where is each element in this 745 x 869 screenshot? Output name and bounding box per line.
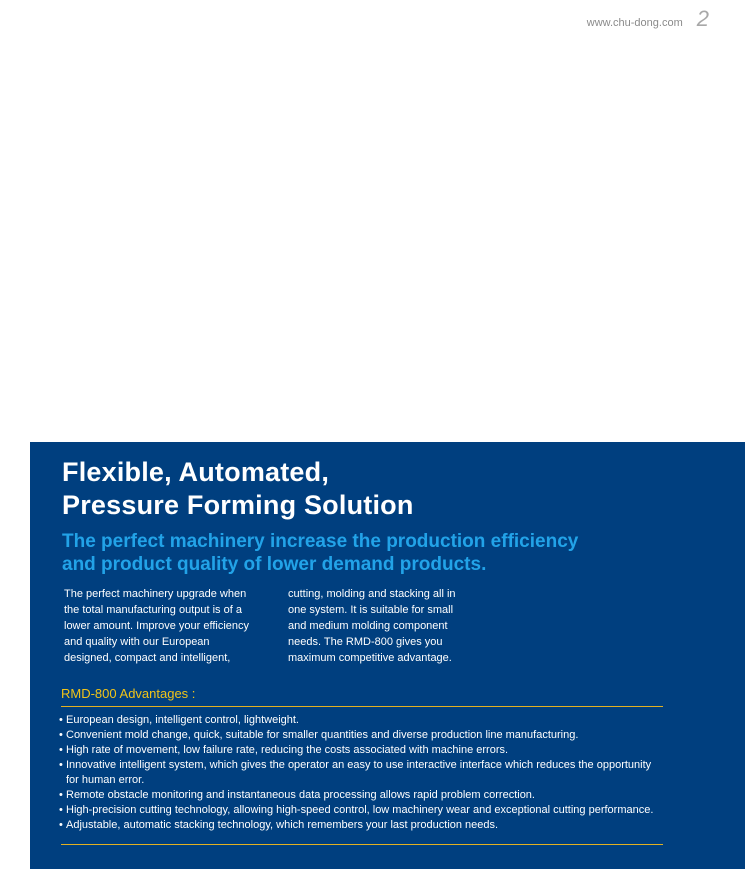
body-line: The perfect machinery upgrade when [64, 588, 247, 600]
body-line: designed, compact and intelligent, [64, 652, 231, 664]
list-item-text: Adjustable, automatic stacking technology, which remembers your last production needs. [66, 819, 499, 831]
bullet-icon: • [59, 744, 63, 756]
intro-text-right-column [288, 586, 456, 666]
bullet-icon: • [59, 759, 63, 771]
bullet-icon: • [59, 804, 63, 816]
list-item [59, 803, 671, 818]
list-item [59, 818, 671, 833]
body-line: one system. It is suitable for small [288, 604, 454, 616]
list-item [59, 743, 671, 758]
headline [62, 456, 414, 522]
page-header [587, 8, 709, 30]
list-item [59, 713, 671, 728]
headline-line: Pressure Forming Solution [62, 490, 414, 520]
bullet-icon: • [59, 714, 63, 726]
list-item-text: Innovative intelligent system, which gives the operator an easy to use interactive interface which reduces the opportunity [66, 759, 652, 771]
intro-text-left-column [64, 586, 249, 666]
body-line: needs. The RMD-800 gives you [288, 636, 443, 648]
body-line: lower amount. Improve your efficiency [64, 620, 250, 632]
list-item-text: Remote obstacle monitoring and instantaneous data processing allows rapid problem correction. [66, 789, 535, 801]
body-line: and medium molding component [288, 620, 448, 632]
headline-line: Flexible, Automated, [62, 457, 330, 487]
subheadline [62, 530, 578, 576]
advantages-list [59, 713, 671, 833]
list-item-text-continuation: for human error. [66, 774, 145, 786]
subheadline-line: The perfect machinery increase the production efficiency [62, 531, 579, 552]
advantages-title: RMD-800 Advantages : [61, 686, 196, 701]
subheadline-line: and product quality of lower demand products. [62, 554, 487, 575]
bullet-icon: • [59, 819, 63, 831]
body-line: cutting, molding and stacking all in [288, 588, 456, 600]
list-item [59, 728, 671, 743]
product-info-panel [30, 442, 745, 869]
list-item-text: European design, intelligent control, lightweight. [66, 714, 299, 726]
list-item [59, 788, 671, 803]
list-item-text: Convenient mold change, quick, suitable for smaller quantities and diverse production line manufacturing. [66, 729, 579, 741]
bullet-icon: • [59, 729, 63, 741]
website-url[interactable]: www.chu-dong.com [586, 17, 683, 29]
body-line: and quality with our European [64, 636, 210, 648]
list-item [59, 758, 671, 788]
bullet-icon: • [59, 789, 63, 801]
page-number: 2 [696, 6, 709, 31]
divider-top [61, 706, 663, 707]
list-item-text: High-precision cutting technology, allowing high-speed control, low machinery wear and exceptional cutting performance. [66, 804, 654, 816]
divider-bottom [61, 844, 663, 845]
body-line: the total manufacturing output is of a [64, 604, 242, 616]
body-line: maximum competitive advantage. [288, 652, 452, 664]
list-item-text: High rate of movement, low failure rate, reducing the costs associated with machine errors. [66, 744, 509, 756]
